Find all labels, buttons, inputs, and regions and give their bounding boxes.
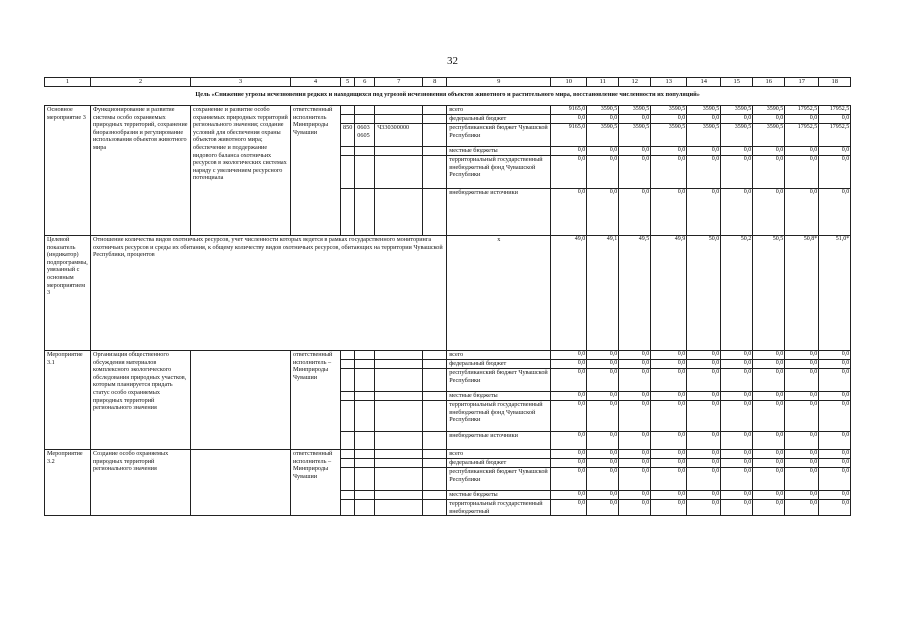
funding-value: 0,0: [587, 468, 619, 491]
code-type: [423, 115, 447, 124]
funding-value: 0,0: [753, 432, 785, 450]
indicator-value: 49,1: [587, 236, 619, 351]
indicator-value: 49,0: [551, 236, 587, 351]
code-type: [423, 351, 447, 360]
code-type: [423, 450, 447, 459]
funding-value: 0,0: [721, 401, 753, 432]
event-3-2-label: Мероприятие 3.2: [45, 450, 91, 516]
code-type: [423, 189, 447, 236]
funding-value: 0,0: [587, 401, 619, 432]
code-section: [355, 369, 375, 392]
funding-value: 0,0: [651, 360, 687, 369]
funding-value: 0,0: [785, 147, 819, 156]
funding-value: 0,0: [651, 156, 687, 189]
funding-value: 0,0: [785, 392, 819, 401]
funding-value: 0,0: [619, 491, 651, 500]
funding-value: 0,0: [651, 450, 687, 459]
code-section: [355, 432, 375, 450]
code-section: [355, 401, 375, 432]
indicator-x: x: [447, 236, 551, 351]
main-event-executor: ответственный исполнитель Минприроды Чувашии: [291, 106, 341, 236]
funding-value: 0,0: [753, 369, 785, 392]
column-number: 16: [753, 78, 785, 87]
funding-value: 17952,5: [819, 124, 851, 147]
code-target: [375, 351, 423, 360]
funding-value: 0,0: [619, 115, 651, 124]
code-section: [355, 500, 375, 516]
funding-value: 3590,5: [687, 124, 721, 147]
funding-value: 0,0: [551, 147, 587, 156]
funding-value: 0,0: [619, 351, 651, 360]
funding-source: территориальный государственный внебюджетный фонд Чувашской Республики: [447, 401, 551, 432]
code-grbs: [341, 401, 355, 432]
funding-value: 3590,5: [651, 124, 687, 147]
funding-value: 0,0: [687, 500, 721, 516]
funding-value: 0,0: [687, 459, 721, 468]
funding-value: 0,0: [587, 450, 619, 459]
funding-value: 0,0: [785, 189, 819, 236]
funding-source: республиканский бюджет Чувашской Республики: [447, 369, 551, 392]
funding-value: 0,0: [721, 189, 753, 236]
funding-source: местные бюджеты: [447, 491, 551, 500]
header-row: [45, 78, 851, 87]
funding-value: 0,0: [721, 468, 753, 491]
code-target: [375, 106, 423, 115]
code-section: [355, 360, 375, 369]
funding-value: 0,0: [651, 351, 687, 360]
funding-value: 0,0: [687, 450, 721, 459]
funding-value: 0,0: [819, 369, 851, 392]
code-grbs: [341, 459, 355, 468]
funding-value: 3590,5: [619, 124, 651, 147]
goal-text: Цель «Снижение угрозы исчезновения редких и находящихся под угрозой исчезновения объектов животного и растительного мира, восстановление численности их популяций»: [195, 90, 700, 98]
funding-value: 0,0: [619, 450, 651, 459]
funding-value: 0,0: [819, 392, 851, 401]
funding-value: 0,0: [687, 491, 721, 500]
code-grbs: [341, 432, 355, 450]
funding-value: 0,0: [819, 115, 851, 124]
funding-value: 0,0: [785, 500, 819, 516]
code-grbs: [341, 468, 355, 491]
funding-value: 0,0: [551, 392, 587, 401]
code-type: [423, 468, 447, 491]
funding-value: 0,0: [551, 459, 587, 468]
table-body: [45, 78, 851, 516]
funding-value: 0,0: [651, 459, 687, 468]
funding-value: 0,0: [785, 351, 819, 360]
funding-source: территориальный государственный внебюджетный: [447, 500, 551, 516]
code-grbs: 850: [341, 124, 355, 147]
funding-value: 3590,5: [619, 106, 651, 115]
funding-value: 0,0: [551, 360, 587, 369]
code-section: 0603 0605: [355, 124, 375, 147]
funding-source: всего: [447, 106, 551, 115]
indicator-value: 49,9: [651, 236, 687, 351]
funding-value: 0,0: [587, 500, 619, 516]
code-section: [355, 459, 375, 468]
indicator-text: Отношение количества видов охотничьих ресурсов, учет численности которых ведется в рамках государственного мониторинга охотничьих ресурсов и среды их обитания, к общему количеству видов охотничьих ресурсов, обитающих на территории Чувашской Республики, процентов: [91, 236, 447, 351]
code-target: [375, 360, 423, 369]
code-grbs: [341, 189, 355, 236]
column-number: 4: [291, 78, 341, 87]
main-event-goal: сохранение и развитие особо охраняемых природных территорий регионального значения; создание условий для обеспечения охраны объектов животного мира; обеспечение и поддержание видового баланса охотничьих ресурсов в экологических системах наряду с увеличением ресурсного потенциала: [191, 106, 291, 236]
code-type: [423, 392, 447, 401]
code-section: [355, 392, 375, 401]
code-target: [375, 147, 423, 156]
main-event-row: [45, 106, 851, 115]
column-number: 7: [375, 78, 423, 87]
funding-value: 0,0: [819, 432, 851, 450]
funding-value: 0,0: [785, 468, 819, 491]
funding-source: всего: [447, 351, 551, 360]
funding-value: 0,0: [819, 500, 851, 516]
funding-value: 0,0: [587, 360, 619, 369]
funding-value: 0,0: [819, 147, 851, 156]
funding-value: 0,0: [753, 147, 785, 156]
column-number: 6: [355, 78, 375, 87]
event-3-1-row: [45, 351, 851, 360]
funding-value: 0,0: [753, 459, 785, 468]
code-section: [355, 468, 375, 491]
funding-source: республиканский бюджет Чувашской Республики: [447, 468, 551, 491]
code-section: [355, 115, 375, 124]
funding-value: 0,0: [721, 432, 753, 450]
funding-value: 0,0: [753, 500, 785, 516]
funding-value: 0,0: [687, 189, 721, 236]
funding-value: 0,0: [651, 392, 687, 401]
funding-value: 0,0: [785, 432, 819, 450]
column-number: 18: [819, 78, 851, 87]
funding-value: 0,0: [687, 156, 721, 189]
funding-value: 0,0: [785, 360, 819, 369]
code-type: [423, 106, 447, 115]
funding-value: 0,0: [587, 369, 619, 392]
funding-value: 0,0: [651, 147, 687, 156]
code-target: Ч330300000: [375, 124, 423, 147]
column-number: 13: [651, 78, 687, 87]
funding-value: 0,0: [753, 189, 785, 236]
column-number: 15: [721, 78, 753, 87]
funding-value: 3590,5: [587, 124, 619, 147]
code-section: [355, 491, 375, 500]
funding-value: 0,0: [651, 432, 687, 450]
code-grbs: [341, 106, 355, 115]
funding-value: 0,0: [551, 450, 587, 459]
funding-value: 0,0: [687, 401, 721, 432]
code-grbs: [341, 360, 355, 369]
column-number: 5: [341, 78, 355, 87]
code-section: [355, 189, 375, 236]
funding-value: 0,0: [753, 401, 785, 432]
event-3-2-row: [45, 450, 851, 459]
funding-value: 0,0: [721, 351, 753, 360]
indicator-row: [45, 236, 851, 351]
code-target: [375, 459, 423, 468]
funding-value: 0,0: [785, 491, 819, 500]
code-type: [423, 156, 447, 189]
code-section: [355, 106, 375, 115]
funding-value: 0,0: [753, 468, 785, 491]
code-type: [423, 124, 447, 147]
code-grbs: [341, 450, 355, 459]
code-target: [375, 115, 423, 124]
funding-value: 0,0: [819, 401, 851, 432]
indicator-value: 49,5: [619, 236, 651, 351]
code-type: [423, 491, 447, 500]
funding-value: 0,0: [587, 392, 619, 401]
funding-value: 0,0: [721, 491, 753, 500]
column-number: 12: [619, 78, 651, 87]
code-section: [355, 156, 375, 189]
code-grbs: [341, 500, 355, 516]
funding-value: 0,0: [651, 189, 687, 236]
funding-value: 0,0: [551, 401, 587, 432]
funding-value: 0,0: [619, 500, 651, 516]
funding-value: 0,0: [651, 401, 687, 432]
funding-value: 3590,5: [753, 106, 785, 115]
code-grbs: [341, 491, 355, 500]
funding-value: 0,0: [721, 459, 753, 468]
goal-row: [45, 87, 851, 103]
funding-value: 0,0: [753, 156, 785, 189]
code-target: [375, 401, 423, 432]
event-3-1-executor: ответственный исполнитель – Минприроды Чувашии: [291, 351, 341, 450]
funding-value: 0,0: [551, 432, 587, 450]
code-grbs: [341, 156, 355, 189]
funding-value: 0,0: [551, 189, 587, 236]
funding-source: федеральный бюджет: [447, 115, 551, 124]
event-3-1-name: Организация общественного обсуждения материалов комплексного экологического обследования природных участков, которым планируется придать статус особо охраняемых природных территорий регионального значения: [91, 351, 191, 450]
funding-value: 0,0: [753, 491, 785, 500]
page-number: 32: [447, 55, 458, 67]
funding-source: внебюджетные источники: [447, 189, 551, 236]
funding-value: 0,0: [819, 351, 851, 360]
funding-value: 0,0: [551, 351, 587, 360]
column-number: 1: [45, 78, 91, 87]
funding-value: 3590,5: [721, 106, 753, 115]
funding-value: 0,0: [687, 360, 721, 369]
funding-value: 17952,5: [785, 124, 819, 147]
funding-value: 0,0: [753, 115, 785, 124]
funding-value: 0,0: [587, 147, 619, 156]
funding-value: 3590,5: [687, 106, 721, 115]
code-type: [423, 500, 447, 516]
code-target: [375, 156, 423, 189]
funding-value: 0,0: [785, 450, 819, 459]
funding-value: 0,0: [619, 468, 651, 491]
funding-value: 0,0: [619, 189, 651, 236]
funding-value: 0,0: [785, 369, 819, 392]
funding-value: 0,0: [753, 392, 785, 401]
funding-source: федеральный бюджет: [447, 360, 551, 369]
funding-value: 0,0: [753, 360, 785, 369]
column-number: 14: [687, 78, 721, 87]
code-type: [423, 401, 447, 432]
code-grbs: [341, 115, 355, 124]
code-grbs: [341, 351, 355, 360]
funding-value: 3590,5: [721, 124, 753, 147]
funding-value: 0,0: [619, 360, 651, 369]
funding-value: 0,0: [687, 351, 721, 360]
column-number: 2: [91, 78, 191, 87]
funding-value: 0,0: [619, 156, 651, 189]
code-target: [375, 500, 423, 516]
funding-value: 0,0: [587, 156, 619, 189]
column-number: 11: [587, 78, 619, 87]
column-number: 8: [423, 78, 447, 87]
funding-value: 0,0: [721, 369, 753, 392]
event-3-1-label: Мероприятие 3.1: [45, 351, 91, 450]
funding-value: 0,0: [721, 360, 753, 369]
indicator-value: 50,5: [753, 236, 785, 351]
indicator-label: Целевой показатель (индикатор) подпрограммы, увязанный с основным мероприятием 3: [45, 236, 91, 351]
funding-value: 0,0: [819, 459, 851, 468]
event-3-2-goal: [191, 450, 291, 516]
code-grbs: [341, 147, 355, 156]
funding-value: 0,0: [819, 156, 851, 189]
code-section: [355, 351, 375, 360]
column-number: 9: [447, 78, 551, 87]
funding-value: 0,0: [687, 392, 721, 401]
funding-value: 0,0: [619, 459, 651, 468]
funding-value: 0,0: [651, 115, 687, 124]
funding-value: 0,0: [619, 392, 651, 401]
funding-value: 0,0: [687, 147, 721, 156]
funding-value: 0,0: [687, 432, 721, 450]
code-grbs: [341, 392, 355, 401]
funding-value: 0,0: [551, 156, 587, 189]
funding-value: 0,0: [587, 351, 619, 360]
funding-value: 0,0: [587, 491, 619, 500]
funding-source: всего: [447, 450, 551, 459]
program-table: [44, 77, 851, 516]
funding-value: 0,0: [721, 392, 753, 401]
code-target: [375, 468, 423, 491]
indicator-value: 50,0: [687, 236, 721, 351]
funding-value: 0,0: [551, 491, 587, 500]
funding-source: местные бюджеты: [447, 392, 551, 401]
funding-value: 0,0: [785, 156, 819, 189]
funding-value: 0,0: [721, 147, 753, 156]
code-target: [375, 491, 423, 500]
column-number: 17: [785, 78, 819, 87]
funding-value: 0,0: [551, 115, 587, 124]
code-type: [423, 432, 447, 450]
code-target: [375, 392, 423, 401]
funding-value: 0,0: [687, 468, 721, 491]
funding-value: 0,0: [721, 156, 753, 189]
funding-source: местные бюджеты: [447, 147, 551, 156]
funding-source: республиканский бюджет Чувашской Республики: [447, 124, 551, 147]
main-event-name: Функционирование и развитие системы особо охраняемых природных территорий, сохранение биоразнообразия и регулирование использования объектов животного мира: [91, 106, 191, 236]
funding-value: 0,0: [687, 115, 721, 124]
funding-value: 0,0: [651, 369, 687, 392]
column-number: 10: [551, 78, 587, 87]
funding-value: 0,0: [587, 432, 619, 450]
funding-value: 0,0: [619, 147, 651, 156]
code-section: [355, 450, 375, 459]
code-grbs: [341, 369, 355, 392]
code-type: [423, 360, 447, 369]
funding-value: 0,0: [551, 468, 587, 491]
event-3-1-goal: [191, 351, 291, 450]
main-event-label: Основное мероприятие 3: [45, 106, 91, 236]
funding-value: 0,0: [753, 351, 785, 360]
funding-value: 9165,0: [551, 124, 587, 147]
code-target: [375, 432, 423, 450]
funding-value: 0,0: [687, 369, 721, 392]
event-3-2-executor: ответственный исполнитель – Минприроды Чувашии: [291, 450, 341, 516]
funding-value: 0,0: [551, 500, 587, 516]
code-section: [355, 147, 375, 156]
funding-value: 17952,5: [819, 106, 851, 115]
funding-value: 0,0: [721, 115, 753, 124]
indicator-value: 50,2: [721, 236, 753, 351]
funding-value: 0,0: [753, 450, 785, 459]
code-target: [375, 189, 423, 236]
funding-source: федеральный бюджет: [447, 459, 551, 468]
indicator-value: 50,8*: [785, 236, 819, 351]
funding-value: 9165,0: [551, 106, 587, 115]
event-3-2-name: Создание особо охраняемых природных территорий регионального значения: [91, 450, 191, 516]
funding-value: 0,0: [651, 500, 687, 516]
funding-value: 0,0: [587, 115, 619, 124]
funding-value: 0,0: [721, 500, 753, 516]
funding-value: 0,0: [819, 468, 851, 491]
funding-value: 0,0: [651, 491, 687, 500]
code-target: [375, 369, 423, 392]
funding-value: 0,0: [819, 450, 851, 459]
funding-value: 0,0: [785, 401, 819, 432]
code-target: [375, 450, 423, 459]
funding-value: 3590,5: [753, 124, 785, 147]
code-type: [423, 147, 447, 156]
indicator-value: 51,0*: [819, 236, 851, 351]
funding-value: 0,0: [785, 459, 819, 468]
funding-value: 3590,5: [587, 106, 619, 115]
column-number: 3: [191, 78, 291, 87]
funding-value: 0,0: [619, 401, 651, 432]
funding-source: внебюджетные источники: [447, 432, 551, 450]
funding-value: 3590,5: [651, 106, 687, 115]
funding-value: 0,0: [819, 491, 851, 500]
funding-value: 0,0: [619, 432, 651, 450]
funding-value: 0,0: [785, 115, 819, 124]
funding-value: 0,0: [619, 369, 651, 392]
funding-source: территориальный государственный внебюджетный фонд Чувашской Республики: [447, 156, 551, 189]
funding-value: 17952,5: [785, 106, 819, 115]
funding-value: 0,0: [721, 450, 753, 459]
funding-value: 0,0: [819, 360, 851, 369]
funding-value: 0,0: [587, 189, 619, 236]
funding-value: 0,0: [587, 459, 619, 468]
funding-value: 0,0: [651, 468, 687, 491]
code-type: [423, 369, 447, 392]
funding-value: 0,0: [819, 189, 851, 236]
code-type: [423, 459, 447, 468]
funding-value: 0,0: [551, 369, 587, 392]
